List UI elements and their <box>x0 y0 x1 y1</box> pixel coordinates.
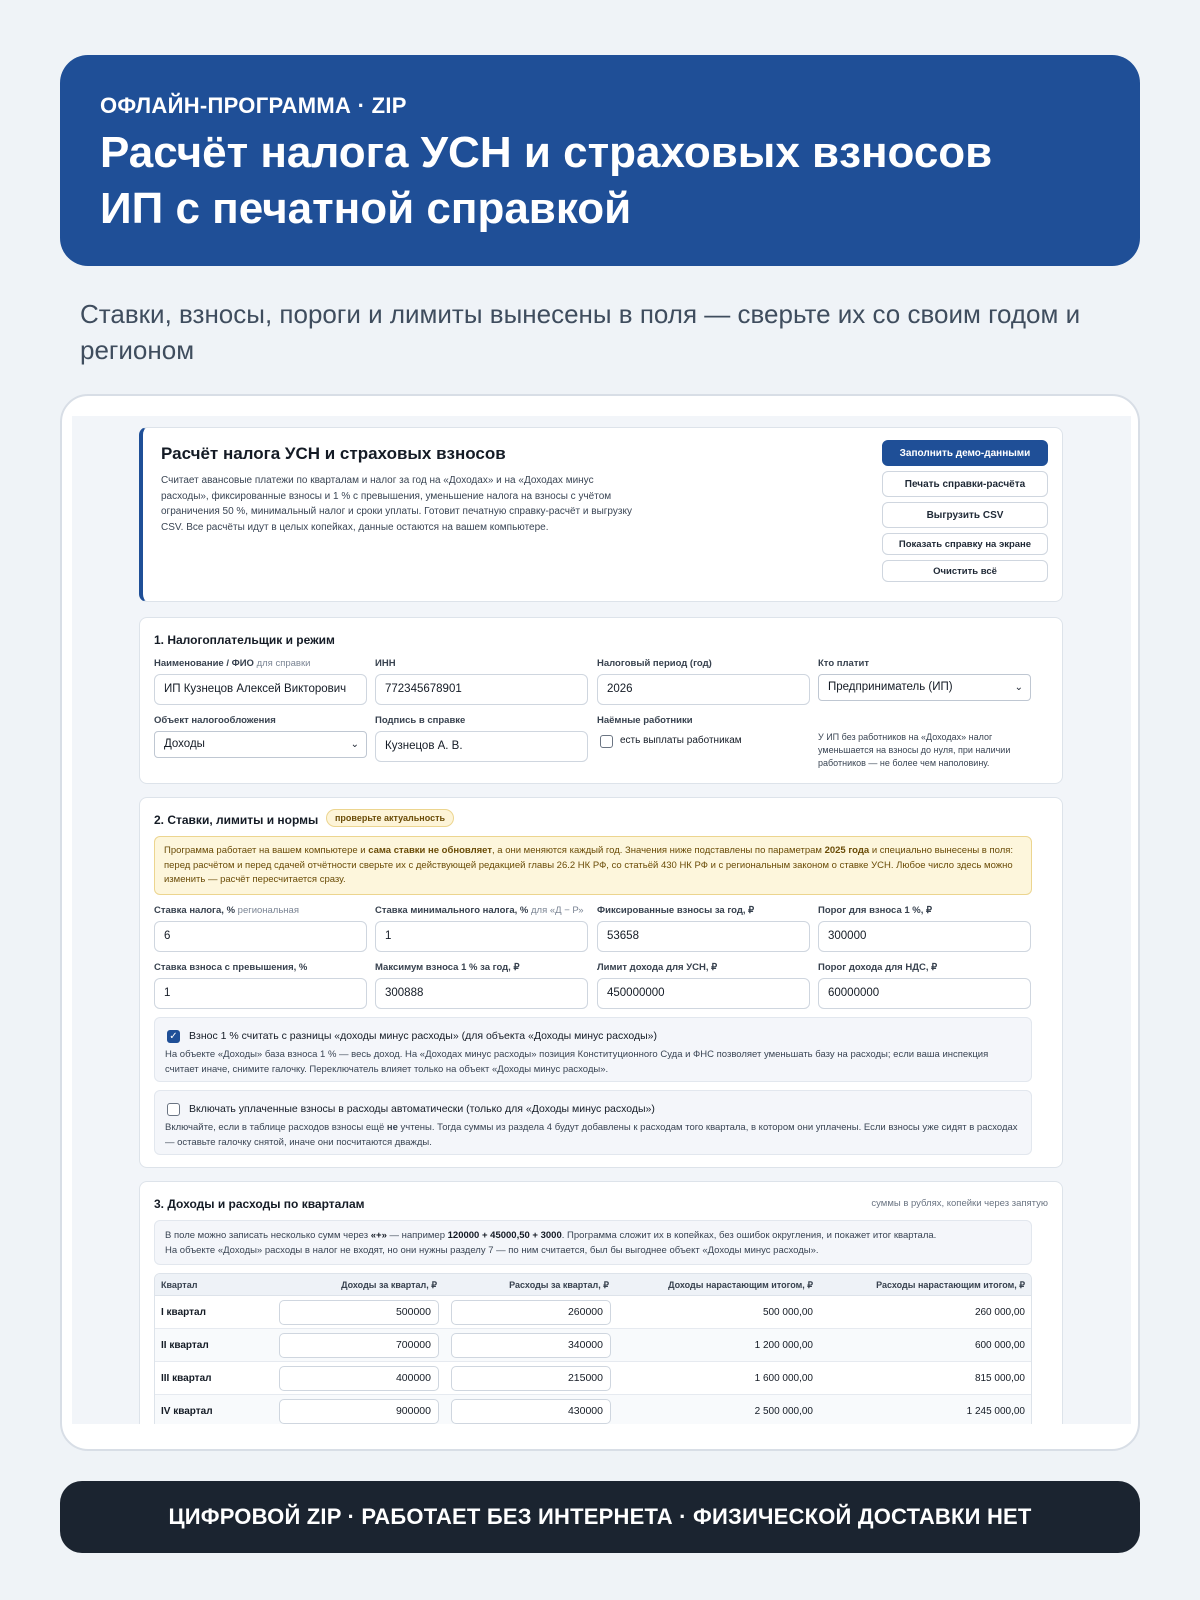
signature-label: Подпись в справке <box>375 715 466 726</box>
object-label: Объект налогообложения <box>154 715 276 726</box>
show-report-button[interactable]: Показать справку на экране <box>882 533 1048 555</box>
year-input[interactable]: 2026 <box>597 674 810 705</box>
payer-select-value: Предприниматель (ИП) <box>828 681 953 693</box>
status-badge: проверьте актуальность <box>326 809 454 827</box>
hero-kicker: ОФЛАЙН-ПРОГРАММА · ZIP <box>100 93 407 118</box>
employees-checkbox-label: есть выплаты работникам <box>620 735 742 746</box>
income-input[interactable]: 400000 <box>279 1366 439 1391</box>
section-title: 2. Ставки, лимиты и нормы <box>154 813 319 827</box>
table-row <box>155 1329 1031 1362</box>
print-button[interactable]: Печать справки-расчёта <box>882 471 1048 497</box>
quarter-label: I квартал <box>161 1307 206 1318</box>
section-rates <box>139 797 1063 1168</box>
income-total: 1 200 000,00 <box>754 1340 813 1351</box>
section-title: 1. Налогоплательщик и режим <box>154 633 335 647</box>
quarter-label: IV квартал <box>161 1406 213 1417</box>
income-input[interactable]: 900000 <box>279 1399 439 1424</box>
column-header: Расходы за квартал, ₽ <box>509 1280 609 1290</box>
footer-banner: ЦИФРОВОЙ ZIP · РАБОТАЕТ БЕЗ ИНТЕРНЕТА · ФИЗИЧЕСКОЙ ДОСТАВКИ НЕТ <box>60 1481 1140 1553</box>
min-tax-rate-input[interactable]: 1 <box>375 921 588 952</box>
expense-input[interactable]: 215000 <box>451 1366 611 1391</box>
section-title: 3. Доходы и расходы по кварталам <box>154 1197 365 1211</box>
quarter-label: II квартал <box>161 1340 209 1351</box>
vat-threshold-label: Порог дохода для НДС, ₽ <box>818 962 938 973</box>
app-header-card <box>139 427 1063 602</box>
inn-label: ИНН <box>375 658 396 669</box>
section-taxpayer <box>139 617 1063 784</box>
inn-input[interactable]: 772345678901 <box>375 674 588 705</box>
income-total: 1 600 000,00 <box>754 1373 813 1384</box>
quarters-info <box>154 1220 1032 1265</box>
column-header: Квартал <box>161 1280 198 1290</box>
income-total: 500 000,00 <box>762 1307 813 1318</box>
info-line: На объекте «Доходы» расходы в налог не входят, но они нужны разделу 7 — по ним считается, был бы выгоднее объект «Доходы минус расходы». <box>165 1245 819 1256</box>
hero-title-line: ИП с печатной справкой <box>100 184 632 233</box>
hero-banner <box>60 55 1140 266</box>
employees-hint: У ИП без работников на «Доходах» налог уменьшается на взносы до нуля, при наличии работников — не более чем наполовину. <box>818 732 1011 768</box>
excess-rate-input[interactable]: 1 <box>154 978 367 1009</box>
vat-threshold-input[interactable]: 60000000 <box>818 978 1031 1009</box>
column-header: Расходы нарастающим итогом, ₽ <box>876 1280 1025 1290</box>
column-header: Доходы за квартал, ₽ <box>341 1280 437 1290</box>
employees-label: Наёмные работники <box>597 715 693 726</box>
option-auto-expenses <box>154 1090 1032 1155</box>
contrib-base-checkbox[interactable]: ✓ <box>167 1030 180 1043</box>
signature-input[interactable]: Кузнецов А. В. <box>375 731 588 762</box>
chevron-down-icon: ⌄ <box>350 739 359 750</box>
expense-total: 260 000,00 <box>974 1307 1025 1318</box>
threshold-label: Порог для взноса 1 %, ₽ <box>818 905 933 916</box>
usn-limit-label: Лимит дохода для УСН, ₽ <box>597 962 718 973</box>
object-select[interactable] <box>154 731 367 758</box>
object-select-value: Доходы <box>164 738 205 750</box>
contrib-base-label: Взнос 1 % считать с разницы «доходы минус расходы» (для объекта «Доходы минус расходы») <box>189 1030 657 1042</box>
hero-title <box>100 125 1100 237</box>
payer-select[interactable] <box>818 674 1031 701</box>
table-row <box>155 1395 1031 1424</box>
rates-warning: Программа работает на вашем компьютере и сама ставки не обновляет, а они меняются каждый год. Значения ниже подставлены по параметрам 2025 года и специально вынесены в поля: перед расчётом и перед сдачей отчётности сверьте их с действующей редакцией главы 26.2 НК РФ, со статьёй 430 НК РФ и с региональным законом о ставке УСН. Любое число здесь можно изменить — расчёт пересчитается сразу. <box>154 836 1032 895</box>
tax-rate-label: Ставка налога, % региональная <box>154 905 299 916</box>
payer-label: Кто платит <box>818 658 869 669</box>
column-header: Доходы нарастающим итогом, ₽ <box>668 1280 813 1290</box>
table-row <box>155 1362 1031 1395</box>
clear-all-button[interactable]: Очистить всё <box>882 560 1048 582</box>
expense-total: 1 245 000,00 <box>966 1406 1025 1417</box>
contrib-base-desc: На объекте «Доходы» база взноса 1 % — весь доход. На «Доходах минус расходы» позиция Конституционного Суда и ФНС позволяет уменьшать базу на расходы; если ваша инспекция считает иначе, снимите галочку. Переключатель влияет только на объект «Доходы минус расходы». <box>165 1049 989 1075</box>
auto-expenses-desc: Включайте, если в таблице расходов взносы ещё не учтены. Тогда суммы из раздела 4 будут добавлены к расходам того квартала, в котором они уплачены. Если взносы уже сидят в расходах — оставьте галочку снятой, иначе они посчитаются дважды. <box>165 1122 1018 1148</box>
fill-demo-button[interactable]: Заполнить демо-данными <box>882 440 1048 466</box>
tax-rate-input[interactable]: 6 <box>154 921 367 952</box>
option-contrib-base <box>154 1017 1032 1082</box>
screenshot-frame <box>60 394 1140 1451</box>
action-buttons <box>882 440 1048 582</box>
expense-input[interactable]: 430000 <box>451 1399 611 1424</box>
auto-expenses-checkbox[interactable] <box>167 1103 180 1116</box>
max-contrib-input[interactable]: 300888 <box>375 978 588 1009</box>
name-label: Наименование / ФИО для справки <box>154 658 311 669</box>
threshold-input[interactable]: 300000 <box>818 921 1031 952</box>
min-tax-rate-label: Ставка минимального налога, % для «Д − Р» <box>375 905 584 916</box>
lead-text: Ставки, взносы, пороги и лимиты вынесены в поля — сверьте их со своим годом и регионом <box>80 299 1081 365</box>
info-line: В поле можно записать несколько сумм через «+» — например 120000 + 45000,50 + 3000. Программа сложит их в копейках, без ошибок округления, и покажет итог квартала. <box>165 1230 937 1241</box>
max-contrib-label: Максимум взноса 1 % за год, ₽ <box>375 962 520 973</box>
app-title: Расчёт налога УСН и страховых взносов <box>161 444 506 463</box>
app-description: Считает авансовые платежи по кварталам и налог за год на «Доходах» и на «Доходах минус расходы», фиксированные взносы и 1 % с превышения, уменьшение налога на взносы с учётом ограничения 50 %, минимальный налог и сроки уплаты. Готовит печатную справку-расчёт и выгрузку CSV. Все расчёты идут в целых копейках, данные остаются на вашем компьютере. <box>161 475 632 533</box>
expense-total: 815 000,00 <box>974 1373 1025 1384</box>
section-note: суммы в рублях, копейки через запятую <box>871 1198 1048 1209</box>
name-input[interactable]: ИП Кузнецов Алексей Викторович <box>154 674 367 705</box>
fixed-contrib-label: Фиксированные взносы за год, ₽ <box>597 905 755 916</box>
excess-rate-label: Ставка взноса с превышения, % <box>154 962 308 973</box>
table-row <box>155 1296 1031 1329</box>
auto-expenses-label: Включать уплаченные взносы в расходы автоматически (только для «Доходы минус расходы») <box>189 1103 655 1115</box>
hero-title-line: Расчёт налога УСН и страховых взносов <box>100 128 993 177</box>
quarter-label: III квартал <box>161 1373 212 1384</box>
expense-input[interactable]: 340000 <box>451 1333 611 1358</box>
export-csv-button[interactable]: Выгрузить CSV <box>882 502 1048 528</box>
employees-checkbox[interactable] <box>600 735 613 748</box>
quarters-table <box>154 1273 1032 1424</box>
income-input[interactable]: 700000 <box>279 1333 439 1358</box>
expense-input[interactable]: 260000 <box>451 1300 611 1325</box>
income-input[interactable]: 500000 <box>279 1300 439 1325</box>
year-label: Налоговый период (год) <box>597 658 712 669</box>
income-total: 2 500 000,00 <box>754 1406 813 1417</box>
chevron-down-icon: ⌄ <box>1014 682 1023 693</box>
fixed-contrib-input[interactable]: 53658 <box>597 921 810 952</box>
app-viewport <box>72 416 1131 1424</box>
section-quarters <box>139 1181 1063 1424</box>
usn-limit-input[interactable]: 450000000 <box>597 978 810 1009</box>
expense-total: 600 000,00 <box>974 1340 1025 1351</box>
table-header <box>155 1274 1031 1296</box>
